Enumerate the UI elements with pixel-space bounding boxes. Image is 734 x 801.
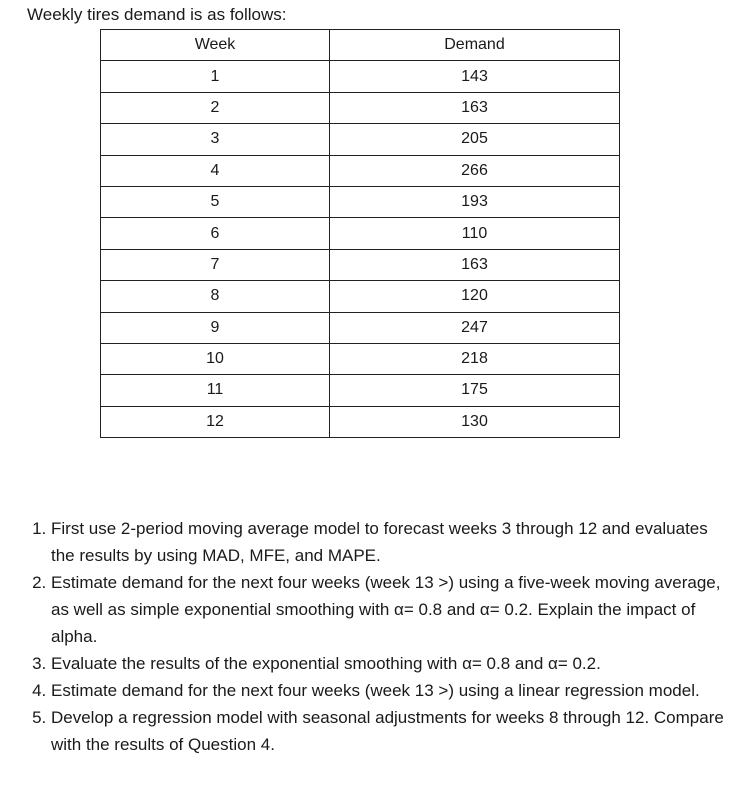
question-item: 4. Estimate demand for the next four weeks (week 13 >) using a linear regression model. xyxy=(51,677,731,704)
question-item: 1. First use 2-period moving average model to forecast weeks 3 through 12 and evaluates the results by using MAD, MFE, and MAPE. xyxy=(51,515,731,569)
week-cell: 2 xyxy=(101,92,330,123)
demand-cell: 218 xyxy=(330,343,620,374)
week-cell: 8 xyxy=(101,281,330,312)
demand-cell: 205 xyxy=(330,124,620,155)
questions-list xyxy=(27,515,731,758)
header-week: Week xyxy=(101,30,330,61)
week-cell: 3 xyxy=(101,124,330,155)
week-cell: 5 xyxy=(101,186,330,217)
demand-cell: 163 xyxy=(330,249,620,280)
table-row xyxy=(101,406,620,437)
question-item: 5. Develop a regression model with seasonal adjustments for weeks 8 through 12. Compare with the results of Question 4. xyxy=(51,704,731,758)
table-row xyxy=(101,92,620,123)
header-demand: Demand xyxy=(330,30,620,61)
demand-cell: 266 xyxy=(330,155,620,186)
demand-table xyxy=(100,29,620,438)
week-cell: 1 xyxy=(101,61,330,92)
week-cell: 11 xyxy=(101,375,330,406)
week-cell: 10 xyxy=(101,343,330,374)
table-row xyxy=(101,249,620,280)
question-item: 2. Estimate demand for the next four weeks (week 13 >) using a five-week moving average, as well as simple exponential smoothing with α= 0.8 and α= 0.2. Explain the impact of alpha. xyxy=(51,569,731,650)
week-cell: 4 xyxy=(101,155,330,186)
table-header-row xyxy=(101,30,620,61)
demand-cell: 110 xyxy=(330,218,620,249)
demand-cell: 120 xyxy=(330,281,620,312)
demand-cell: 130 xyxy=(330,406,620,437)
demand-cell: 163 xyxy=(330,92,620,123)
demand-cell: 175 xyxy=(330,375,620,406)
table-row xyxy=(101,61,620,92)
week-cell: 12 xyxy=(101,406,330,437)
table-row xyxy=(101,218,620,249)
week-cell: 7 xyxy=(101,249,330,280)
table-row xyxy=(101,186,620,217)
table-row xyxy=(101,124,620,155)
week-cell: 6 xyxy=(101,218,330,249)
demand-cell: 247 xyxy=(330,312,620,343)
table-row xyxy=(101,375,620,406)
intro-text: Weekly tires demand is as follows: xyxy=(27,5,287,24)
table-row xyxy=(101,281,620,312)
demand-cell: 193 xyxy=(330,186,620,217)
question-item: 3. Evaluate the results of the exponential smoothing with α= 0.8 and α= 0.2. xyxy=(51,650,731,677)
week-cell: 9 xyxy=(101,312,330,343)
table-row xyxy=(101,155,620,186)
demand-cell: 143 xyxy=(330,61,620,92)
table-row xyxy=(101,312,620,343)
table-row xyxy=(101,343,620,374)
